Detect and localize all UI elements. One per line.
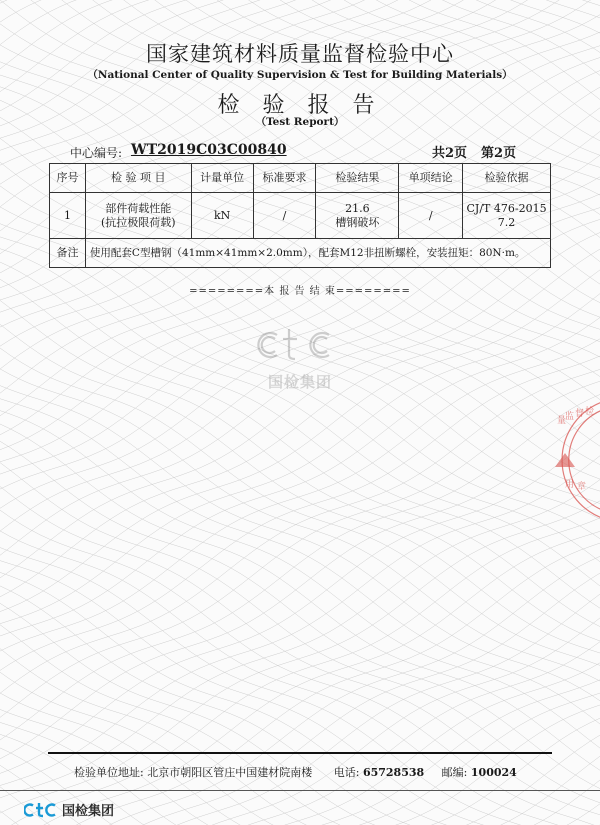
watermark — [0, 325, 600, 392]
svg-text:章: 章 — [577, 482, 587, 492]
header-cell: 检 验 项 目 — [85, 164, 191, 193]
table-header-row — [50, 164, 551, 193]
header-cell: 检验依据 — [463, 164, 551, 193]
header-cell: 单项结论 — [399, 164, 463, 193]
table-row — [50, 193, 551, 239]
brand — [24, 800, 114, 819]
phone-label: 电话: — [333, 766, 360, 779]
ctc-logo-icon — [24, 802, 58, 818]
svg-text:检: 检 — [585, 407, 595, 417]
phone-number: 65728538 — [362, 766, 425, 779]
requirement: / — [253, 193, 316, 239]
total-pages: 共2页 — [432, 146, 468, 161]
svg-text:督: 督 — [575, 409, 585, 419]
footer-contact — [74, 764, 517, 780]
results-table — [49, 163, 551, 268]
row-number: 1 — [50, 193, 86, 239]
brand-name: 国检集团 — [62, 804, 115, 819]
test-basis-clause: 7.2 — [497, 215, 516, 229]
report-title-en: （Test Report） — [255, 116, 345, 128]
remarks-label: 备注 — [50, 239, 86, 268]
result-note: 槽钢破坏 — [335, 215, 380, 229]
organization-name-cn: 国家建筑材料质量监督检验中心 — [146, 42, 454, 66]
remarks-text: 使用配套C型槽钢（41mm×41mm×2.0mm），配套M12非扭断螺栓，安装扭矩：80N·m。 — [85, 239, 550, 268]
center-number: WT2019C03C00840 — [131, 142, 287, 158]
header-cell: 检验结果 — [316, 164, 399, 193]
current-page: 第2页 — [481, 146, 517, 161]
result — [316, 193, 399, 239]
center-number-label: 中心编号: — [70, 146, 123, 160]
header-cell: 计量单位 — [191, 164, 253, 193]
result-value: 21.6 — [345, 201, 370, 215]
test-item — [85, 193, 191, 239]
header-cell: 序号 — [50, 164, 86, 193]
header-cell: 标准要求 — [253, 164, 316, 193]
organization-name-en: （National Center of Quality Supervision & Test for Building Materials） — [87, 69, 513, 81]
test-item-line2: (抗拉极限荷载) — [101, 215, 176, 229]
svg-text:监: 监 — [565, 412, 575, 422]
test-item-line1: 部件荷载性能 — [105, 201, 172, 215]
remarks-row — [50, 239, 551, 268]
svg-text:量: 量 — [557, 416, 567, 426]
official-seal-stamp — [535, 395, 600, 525]
zip-label: 邮编: — [441, 766, 468, 779]
watermark-text: 国检集团 — [267, 373, 332, 391]
page-count — [432, 142, 516, 161]
footer-rule — [48, 752, 552, 754]
report-end-marker: ========本 报 告 结 束======== — [189, 286, 411, 297]
test-basis-standard: CJ/T 476-2015 — [466, 201, 547, 215]
bottom-rule — [0, 790, 600, 791]
zip-code: 100024 — [470, 766, 517, 779]
unit: kN — [191, 193, 253, 239]
address-label: 检验单位地址: — [74, 766, 144, 779]
report-title-cn: 检 验 报 告 — [217, 93, 383, 118]
test-basis — [463, 193, 551, 239]
address: 北京市朝阳区管庄中国建材院南楼 — [147, 766, 313, 779]
svg-text:用: 用 — [565, 480, 575, 490]
ctc-logo-watermark-icon — [255, 325, 345, 365]
conclusion: / — [399, 193, 463, 239]
